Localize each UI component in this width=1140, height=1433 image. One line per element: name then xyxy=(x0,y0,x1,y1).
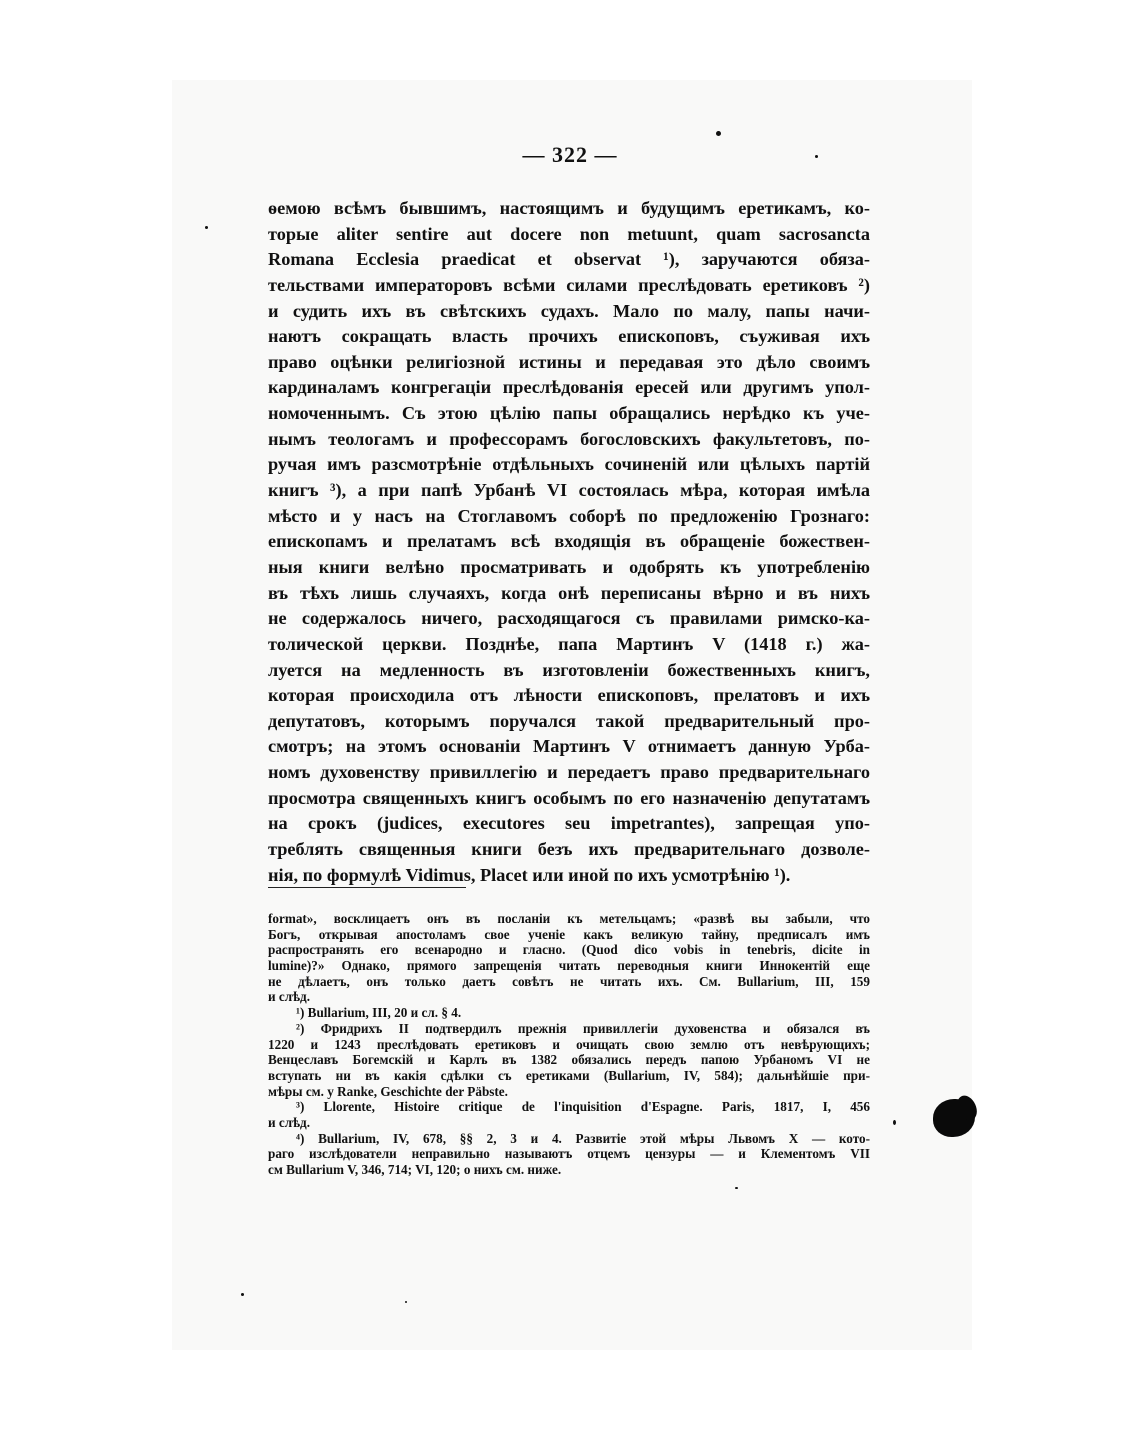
text-line: ныя книги велѣно просматривать и одобрять къ употребленiю xyxy=(268,556,870,577)
scan-speck xyxy=(405,1301,407,1303)
footnote-line: и слѣд. xyxy=(268,1114,311,1130)
footnotes-block xyxy=(268,911,870,1178)
main-text-block xyxy=(268,196,870,888)
text-line: торые aliter sentire aut docere non metuunt, quam sacrosancta xyxy=(268,223,870,244)
text-line: треблять священныя книги безъ ихъ предварительнаго дозволе- xyxy=(268,839,870,860)
page-number: — 322 — xyxy=(522,142,618,167)
footnote-4: ⁴) Bullarium, IV, 678, §§ 2, 3 и 4. Развитiе этой мѣры Львомъ X — кото- xyxy=(296,1130,870,1146)
footnote-line: см Bullarium V, 346, 714; VI, 120; о нихъ см. ниже. xyxy=(268,1162,562,1177)
text-line: епископамъ и прелатамъ всѣ входящiя въ обращенiе божествен- xyxy=(268,531,870,552)
text-line: толической церкви. Позднѣе, папа Мартинъ V (1418 г.) жа- xyxy=(268,633,870,654)
footnote-3: ³) Llorente, Histoire critique de l'inquisition d'Espagne. Paris, 1817, I, 456 xyxy=(296,1099,870,1115)
footnote-line: и слѣд. xyxy=(268,989,311,1005)
text-line: просмотра священныхъ книгъ особымъ по его назначенiю депутатамъ xyxy=(268,787,870,808)
text-line: право оцѣнки религiозной истины и передавая это дѣло своимъ xyxy=(268,351,870,372)
text-line: луется на медленность въ изготовленiи божественныхъ книгъ, xyxy=(268,659,870,680)
text-line: въ тѣхъ лишь случаяхъ, когда онѣ переписаны вѣрно и въ нихъ xyxy=(268,582,870,603)
footnote-line: не дѣлаетъ, онъ только даетъ совѣтъ не читать ихъ. См. Bullarium, III, 159 xyxy=(268,973,870,989)
scan-speck xyxy=(815,155,818,158)
text-line: тельствами императоровъ всѣми силами преслѣдовать еретиковъ ²) xyxy=(268,274,870,295)
text-line: мѣсто и у насъ на Стоглавомъ соборѣ по предложенiю Грознаго: xyxy=(268,505,870,526)
text-line: номъ духовенству привиллегiю и передаетъ право предварительнаго xyxy=(268,762,870,783)
text-line: наютъ сокращать власть прочихъ епископовъ, съуживая ихъ xyxy=(268,326,870,347)
text-line: ручая имъ разсмотрѣнiе отдѣльныхъ сочиненiй или цѣлыхъ партiй xyxy=(268,454,870,475)
footnote-separator xyxy=(268,887,466,888)
scan-speck xyxy=(735,1187,738,1189)
footnote-line: мѣры см. у Ranke, Geschichte der Päbste. xyxy=(268,1083,508,1099)
text-line: и судить ихъ въ свѣтскихъ судахъ. Мало по малу, папы начи- xyxy=(268,300,870,321)
scan-speck xyxy=(241,1293,244,1296)
footnote-line: вступать ни въ какiя сдѣлки съ еретиками (Bullarium, IV, 584); дальнѣйшiе при- xyxy=(268,1067,870,1083)
footnote-line: 1220 и 1243 преслѣдовать еретиковъ и очищать свою землю отъ невѣрующихъ; xyxy=(268,1036,870,1052)
footnote-line: раго изслѣдователи неправильно называютъ отцемъ цензуры — и Клементомъ VII xyxy=(268,1146,870,1162)
scan-speck xyxy=(205,226,208,229)
text-line: нiя, по формулѣ Vidimus, Placet или иной по ихъ усмотрѣнiю ¹). xyxy=(268,864,791,885)
text-line: на срокъ (judices, executores seu impetrantes), запрещая упо- xyxy=(268,813,870,834)
footnote-line: распространять его всенародно и гласно. (Quod dico vobis in tenebris, dicite in xyxy=(268,942,870,958)
footnote-line: lumine)?» Однако, прямого запрещенiя читать переводныя книги Иннокентiй еще xyxy=(268,958,870,974)
text-line: не содержалось ничего, расходящагося съ правилами римско-ка- xyxy=(268,608,870,629)
text-line: ѳемою всѣмъ бывшимъ, настоящимъ и будущимъ еретикамъ, ко- xyxy=(268,198,870,218)
text-line: смотръ; на этомъ основанiи Мартинъ V отнимаетъ данную Урба- xyxy=(268,736,870,757)
text-line: кардиналамъ конгрегацiи преслѣдованiя ересей или другимъ упол- xyxy=(268,377,870,398)
footnote-2: ²) Фридрихъ II подтвердилъ прежнiя привиллегiи духовенства и обязался въ xyxy=(296,1020,870,1036)
footnote-line: Венцеславъ Богемскiй и Карлъ въ 1382 обязались передъ папою Урбаномъ VI не xyxy=(268,1052,870,1068)
footnote-line: format», восклицаетъ онъ въ посланiи къ метельцамъ; «развѣ вы забыли, что xyxy=(268,911,870,926)
scan-speck xyxy=(716,131,721,136)
text-line: книгъ ³), а при папѣ Урбанѣ VI состоялась мѣра, которая имѣла xyxy=(268,480,870,501)
text-line: номоченнымъ. Съ этою цѣлiю папы обращались нерѣдко къ уче- xyxy=(268,403,870,424)
text-line: депутатовъ, которымъ поручался такой предварительный про- xyxy=(268,710,870,731)
text-line: Romana Ecclesia praedicat et observat ¹), заручаются обяза- xyxy=(268,249,870,270)
footnote-line: Богъ, открывая апостоламъ свое ученiе какъ великую тайну, предписалъ имъ xyxy=(268,926,870,942)
scan-speck xyxy=(893,1120,896,1125)
text-line: нымъ теологамъ и профессорамъ богословскихъ факультетовъ, по- xyxy=(268,428,870,449)
footnote-1: ¹) Bullarium, III, 20 и сл. § 4. xyxy=(296,1005,462,1021)
text-line: которая происходила отъ лѣности епископовъ, прелатовъ и ихъ xyxy=(268,685,870,706)
